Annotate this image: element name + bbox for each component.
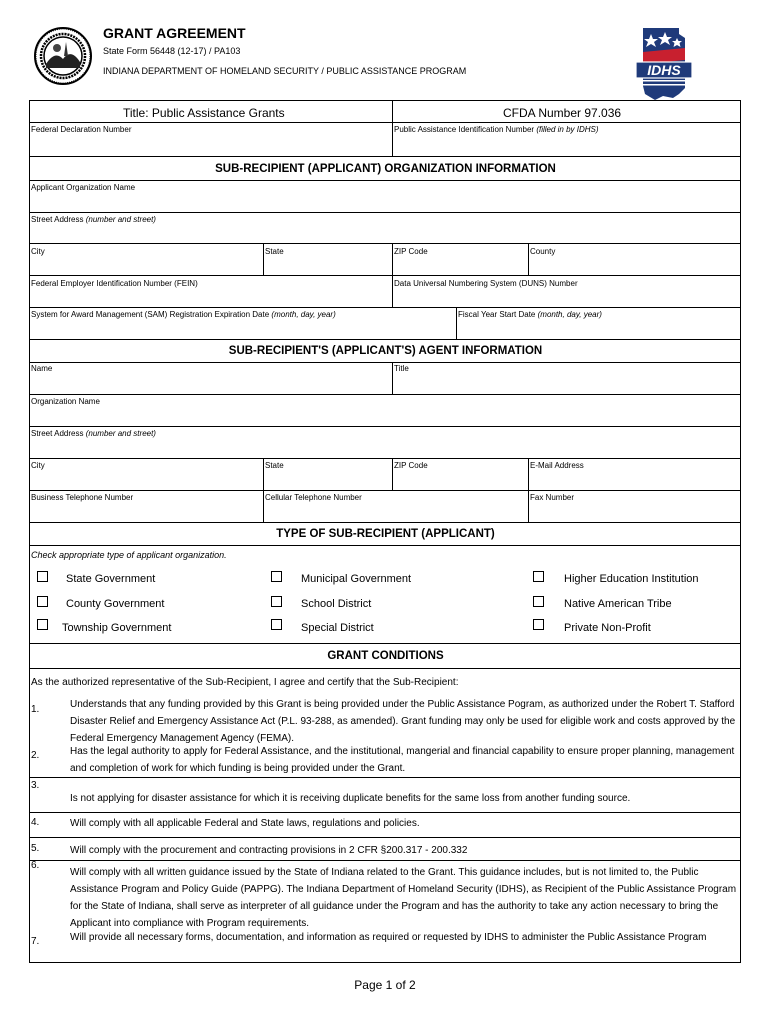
agent-zip-field[interactable]: ZIP Code (394, 461, 428, 470)
logo-text: IDHS (647, 62, 681, 78)
form-number: State Form 56448 (12-17) / PA103 (103, 46, 241, 56)
org-street-address-field[interactable]: Street Address (number and street) (31, 215, 156, 224)
page-number: Page 1 of 2 (354, 978, 416, 992)
condition-text: Will comply with all applicable Federal and State laws, regulations and policies. (70, 818, 420, 829)
condition-number: 4. (31, 817, 40, 828)
option-private-non-profit: Private Non-Profit (564, 622, 651, 634)
condition-text: Will provide all necessary forms, documentation, and information as required or requested by IDHS to administer the Public Assistance Program (70, 932, 707, 943)
idhs-logo-icon (633, 26, 693, 100)
checkbox-higher-education[interactable] (533, 571, 544, 582)
checkbox-township-government[interactable] (37, 619, 48, 630)
fax-field[interactable]: Fax Number (530, 493, 575, 502)
condition-number: 1. (31, 704, 40, 715)
org-zip-field[interactable]: ZIP Code (394, 247, 428, 256)
org-state-field[interactable]: State (265, 247, 284, 256)
agent-title-field[interactable]: Title (394, 364, 409, 373)
duns-field[interactable]: Data Universal Numbering System (DUNS) Number (394, 279, 578, 288)
fiscal-year-start-field[interactable]: Fiscal Year Start Date (month, day, year) (458, 310, 602, 319)
pa-id-field[interactable]: Public Assistance Identification Number (filled in by IDHS) (394, 125, 599, 134)
option-township-government: Township Government (62, 622, 172, 634)
agent-email-field[interactable]: E-Mail Address (530, 461, 584, 470)
option-school-district: School District (301, 598, 372, 610)
business-phone-field[interactable]: Business Telephone Number (31, 493, 134, 502)
condition-number: 6. (31, 860, 40, 871)
checkbox-municipal-government[interactable] (271, 571, 282, 582)
agent-street-address-field[interactable]: Street Address (number and street) (31, 429, 156, 438)
agent-section-heading: SUB-RECIPIENT'S (APPLICANT'S) AGENT INFORMATION (228, 345, 543, 357)
condition-text: Is not applying for disaster assistance for which it is receiving duplicate benefits for the same loss from another funding source. (70, 793, 631, 804)
checkbox-native-american-tribe[interactable] (533, 596, 544, 607)
checkbox-county-government[interactable] (37, 596, 48, 607)
agent-city-field[interactable]: City (31, 461, 45, 470)
checkbox-state-government[interactable] (37, 571, 48, 582)
condition-text: Understands that any funding provided by this Grant is being provided under the Public Assistance Pogram, as authorized under the Robert T. Stafford Disaster Relief and Emergency Assistance Act (P.L. 93-288, as amended). Grant funding may only be used for eligible work and costs approved by the Federal Emergency Management Agency (FEMA). (70, 699, 736, 744)
form-title: GRANT AGREEMENT (103, 25, 246, 41)
cell-phone-field[interactable]: Cellular Telephone Number (265, 493, 362, 502)
option-state-government: State Government (66, 573, 156, 585)
checkbox-private-non-profit[interactable] (533, 619, 544, 630)
agent-state-field[interactable]: State (265, 461, 284, 470)
org-section-heading: SUB-RECIPIENT (APPLICANT) ORGANIZATION INFORMATION (215, 163, 556, 175)
option-higher-education: Higher Education Institution (564, 573, 699, 585)
agent-org-name-field[interactable]: Organization Name (31, 397, 100, 406)
condition-text: Will comply with all written guidance issued by the State of Indiana related to the Grant. This guidance includes, but is not limited to, the Public Assistance Program and Policy Guide (PAPPG). The Indiana Department of Homeland Security (IDHS), as Recipient of the Public Assistance Program for the State of Indiana, shall serve as interpreter of all guidance under the Program and has the authority to take any action necessary to bring the Applicant into compliance with Program requirements. (70, 867, 737, 929)
conditions-intro: As the authorized representative of the Sub-Recipient, I agree and certify that the Sub-Recipient: (31, 677, 459, 688)
option-native-american-tribe: Native American Tribe (564, 598, 672, 610)
option-municipal-government: Municipal Government (301, 573, 412, 585)
condition-number: 2. (31, 750, 40, 761)
agency-name: INDIANA DEPARTMENT OF HOMELAND SECURITY / PUBLIC ASSISTANCE PROGRAM (103, 66, 467, 76)
condition-text: Will comply with the procurement and contracting provisions in 2 CFR §200.317 - 200.332 (70, 845, 468, 856)
grant-title: Title: Public Assistance Grants (123, 106, 285, 120)
fein-field[interactable]: Federal Employer Identification Number (FEIN) (31, 279, 198, 288)
org-city-field[interactable]: City (31, 247, 45, 256)
applicant-org-name-field[interactable]: Applicant Organization Name (31, 183, 136, 192)
option-county-government: County Government (66, 598, 165, 610)
org-county-field[interactable]: County (530, 247, 556, 256)
cfda-number: CFDA Number 97.036 (503, 106, 622, 120)
conditions-heading: GRANT CONDITIONS (327, 650, 444, 662)
type-instruction: Check appropriate type of applicant organization. (31, 550, 227, 560)
type-section-heading: TYPE OF SUB-RECIPIENT (APPLICANT) (276, 528, 495, 540)
indiana-state-seal-icon (33, 26, 93, 86)
condition-number: 7. (31, 936, 40, 947)
checkbox-special-district[interactable] (271, 619, 282, 630)
condition-number: 5. (31, 843, 40, 854)
condition-number: 3. (31, 780, 40, 791)
option-special-district: Special District (301, 622, 374, 634)
federal-declaration-field[interactable]: Federal Declaration Number (31, 125, 132, 134)
condition-text: Has the legal authority to apply for Federal Assistance, and the institutional, mangerial and financial capability to ensure proper planning, management and completion of work for which funding is being provided under the Grant. (70, 746, 735, 774)
agent-name-field[interactable]: Name (31, 364, 53, 373)
checkbox-school-district[interactable] (271, 596, 282, 607)
sam-expiration-field[interactable]: System for Award Management (SAM) Registration Expiration Date (month, day, year) (31, 310, 336, 319)
